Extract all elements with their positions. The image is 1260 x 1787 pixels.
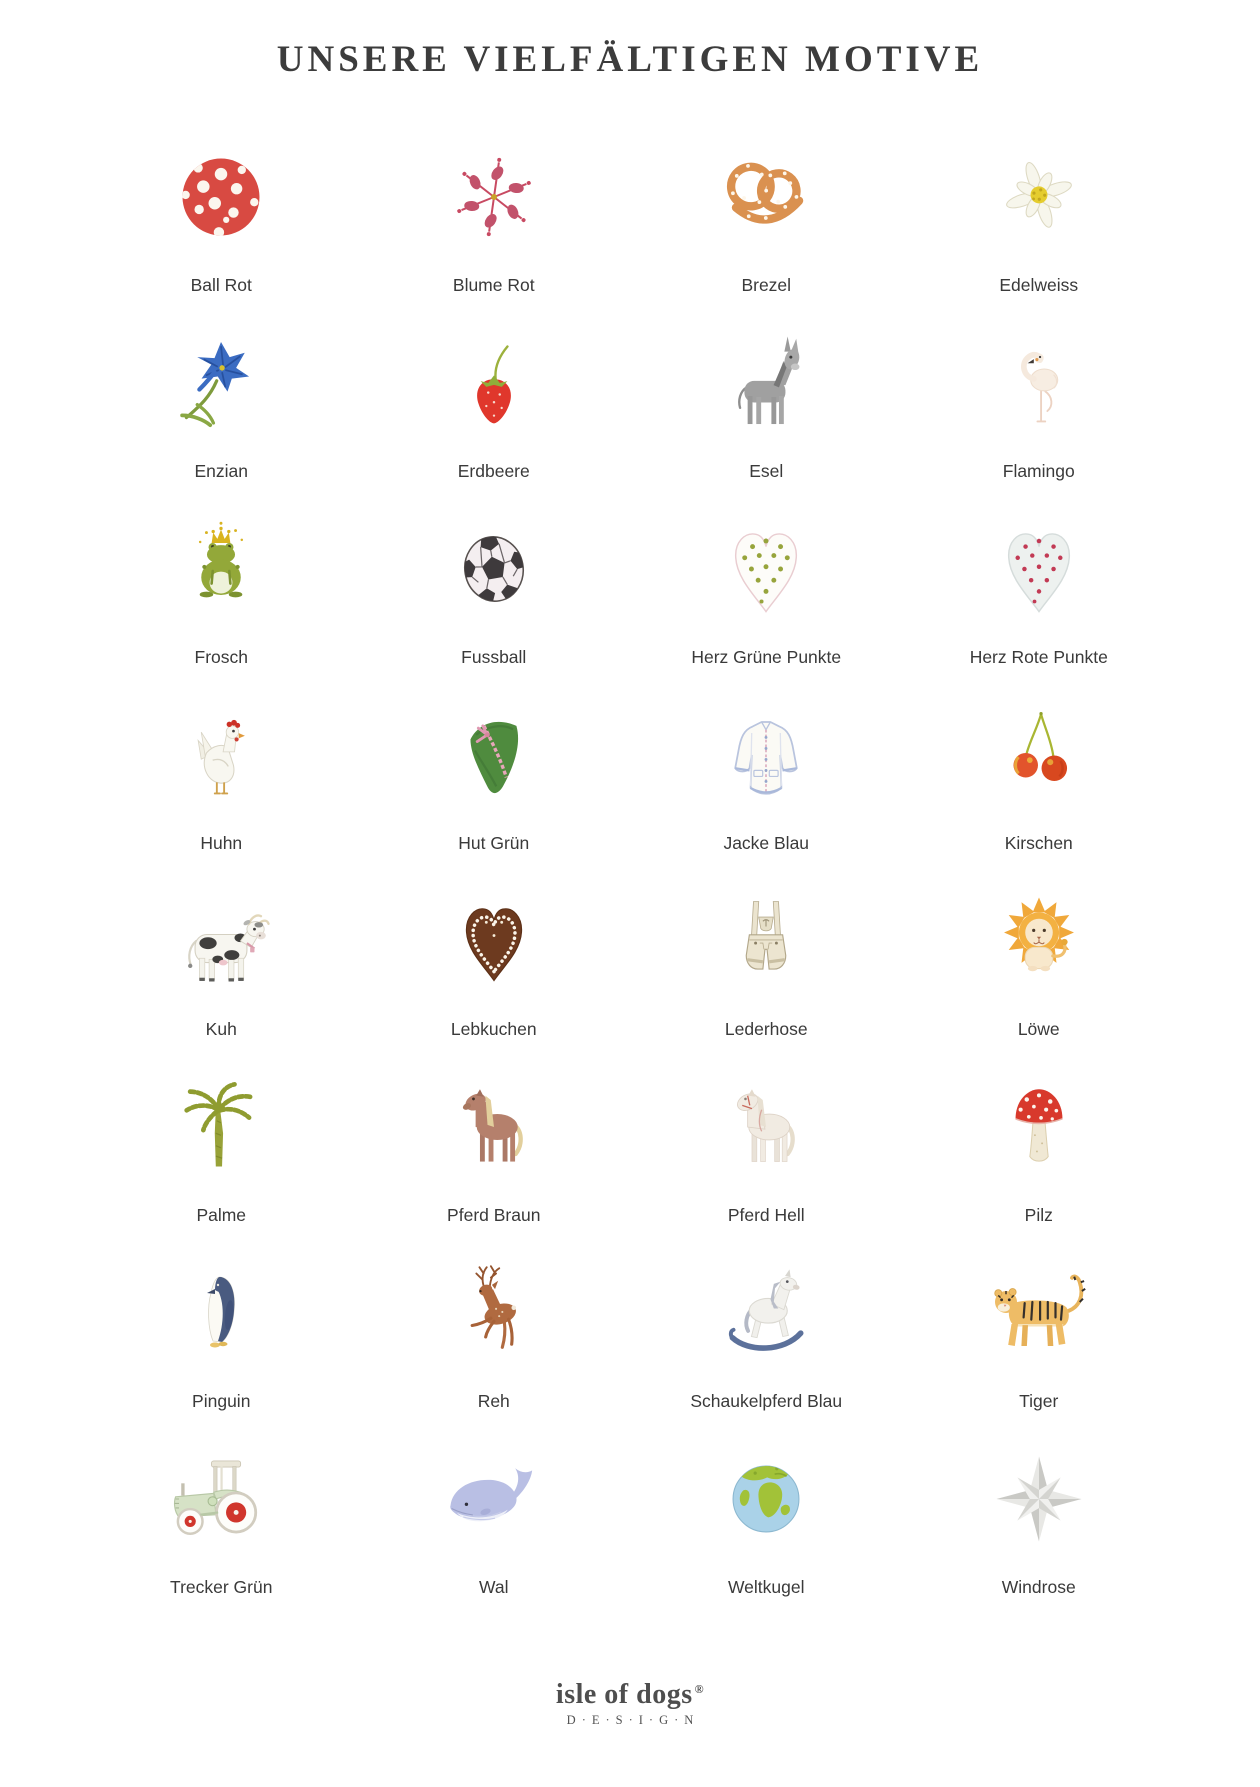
motif-label: Palme <box>196 1205 247 1225</box>
gingerbread-heart-icon <box>358 863 631 1019</box>
motif-label: Löwe <box>1017 1019 1060 1039</box>
cherries-icon <box>903 677 1176 833</box>
motif-cell <box>358 119 631 305</box>
flamingo-icon <box>903 305 1176 461</box>
motif-label: Hut Grün <box>458 833 530 853</box>
motif-label: Wal <box>479 1577 509 1597</box>
penguin-icon <box>85 1235 358 1391</box>
motif-cell <box>903 1235 1176 1421</box>
donkey-icon <box>630 305 903 461</box>
motif-cell <box>358 491 631 677</box>
motif-label: Schaukelpferd Blau <box>690 1391 843 1411</box>
motif-cell <box>358 863 631 1049</box>
red-flower-icon <box>358 119 631 275</box>
motif-cell <box>358 1049 631 1235</box>
motif-label: Weltkugel <box>727 1577 805 1597</box>
motif-cell <box>630 491 903 677</box>
motif-label: Enzian <box>194 461 248 481</box>
heart-green-dots-icon <box>630 491 903 647</box>
motif-cell <box>85 305 358 491</box>
motif-cell <box>85 863 358 1049</box>
rocking-horse-icon <box>630 1235 903 1391</box>
motif-label: Herz Rote Punkte <box>969 647 1108 667</box>
edelweiss-flower-icon <box>903 119 1176 275</box>
motif-label: Kirschen <box>1004 833 1073 853</box>
light-horse-icon <box>630 1049 903 1205</box>
mushroom-icon <box>903 1049 1176 1205</box>
blue-jacket-icon <box>630 677 903 833</box>
motif-cell <box>358 677 631 863</box>
green-hat-icon <box>358 677 631 833</box>
motif-label: Blume Rot <box>452 275 535 295</box>
soccer-ball-icon <box>358 491 631 647</box>
whale-icon <box>358 1421 631 1577</box>
motif-label: Edelweiss <box>999 275 1079 295</box>
motif-label: Ball Rot <box>190 275 252 295</box>
motif-label: Jacke Blau <box>723 833 810 853</box>
motif-cell <box>630 119 903 305</box>
pretzel-icon <box>630 119 903 275</box>
chicken-icon <box>85 677 358 833</box>
motif-cell <box>630 677 903 863</box>
motif-label: Lederhose <box>724 1019 808 1039</box>
motif-cell <box>903 863 1176 1049</box>
lion-icon <box>903 863 1176 1019</box>
heart-red-dots-icon <box>903 491 1176 647</box>
motif-label: Esel <box>749 461 784 481</box>
motif-cell <box>630 1235 903 1421</box>
brand-name: isle of dogs <box>555 1679 693 1710</box>
motif-cell <box>85 119 358 305</box>
motif-label: Windrose <box>1001 1577 1076 1597</box>
motif-label: Brezel <box>741 275 792 295</box>
motif-cell <box>630 1049 903 1235</box>
cow-icon <box>85 863 358 1019</box>
motif-cell <box>630 1421 903 1607</box>
motif-label: Lebkuchen <box>450 1019 537 1039</box>
tiger-icon <box>903 1235 1176 1391</box>
motif-label: Kuh <box>205 1019 237 1039</box>
motif-label: Trecker Grün <box>170 1577 273 1597</box>
page-title: UNSERE VIELFÄLTIGEN MOTIVE <box>276 39 984 80</box>
brand-logo <box>556 1679 704 1728</box>
gentian-flower-icon <box>85 305 358 461</box>
globe-icon <box>630 1421 903 1577</box>
motif-label: Pilz <box>1024 1205 1053 1225</box>
motif-cell <box>903 677 1176 863</box>
motif-cell <box>85 677 358 863</box>
strawberry-icon <box>358 305 631 461</box>
motif-cell <box>85 1421 358 1607</box>
motif-cell <box>903 119 1176 305</box>
motif-cell <box>903 491 1176 677</box>
motif-label: Flamingo <box>1002 461 1075 481</box>
registered-mark: ® <box>694 1681 705 1696</box>
motif-cell <box>903 305 1176 491</box>
deer-icon <box>358 1235 631 1391</box>
compass-rose-icon <box>903 1421 1176 1577</box>
motif-cell <box>85 1235 358 1421</box>
motif-cell <box>903 1049 1176 1235</box>
motif-label: Tiger <box>1019 1391 1059 1411</box>
frog-prince-icon <box>85 491 358 647</box>
lederhosen-icon <box>630 863 903 1019</box>
motif-label: Reh <box>477 1391 510 1411</box>
brand-design-text: D·E·S·I·G·N <box>566 1713 700 1727</box>
motif-cell <box>630 305 903 491</box>
motif-label: Herz Grüne Punkte <box>691 647 842 667</box>
red-ball-icon <box>85 119 358 275</box>
motif-cell <box>85 491 358 677</box>
motif-grid <box>85 119 1175 1607</box>
motif-cell <box>358 1421 631 1607</box>
motif-label: Huhn <box>200 833 243 853</box>
motif-cell <box>630 863 903 1049</box>
motif-cell <box>358 1235 631 1421</box>
motif-label: Pinguin <box>192 1391 251 1411</box>
motif-label: Pferd Braun <box>447 1205 541 1225</box>
brown-horse-icon <box>358 1049 631 1205</box>
motif-label: Frosch <box>194 647 248 667</box>
green-tractor-icon <box>85 1421 358 1577</box>
motif-label: Erdbeere <box>457 461 530 481</box>
motif-cell <box>903 1421 1176 1607</box>
motif-cell <box>358 305 631 491</box>
motif-label: Pferd Hell <box>727 1205 805 1225</box>
motif-label: Fussball <box>461 647 527 667</box>
motif-cell <box>85 1049 358 1235</box>
palm-tree-icon <box>85 1049 358 1205</box>
